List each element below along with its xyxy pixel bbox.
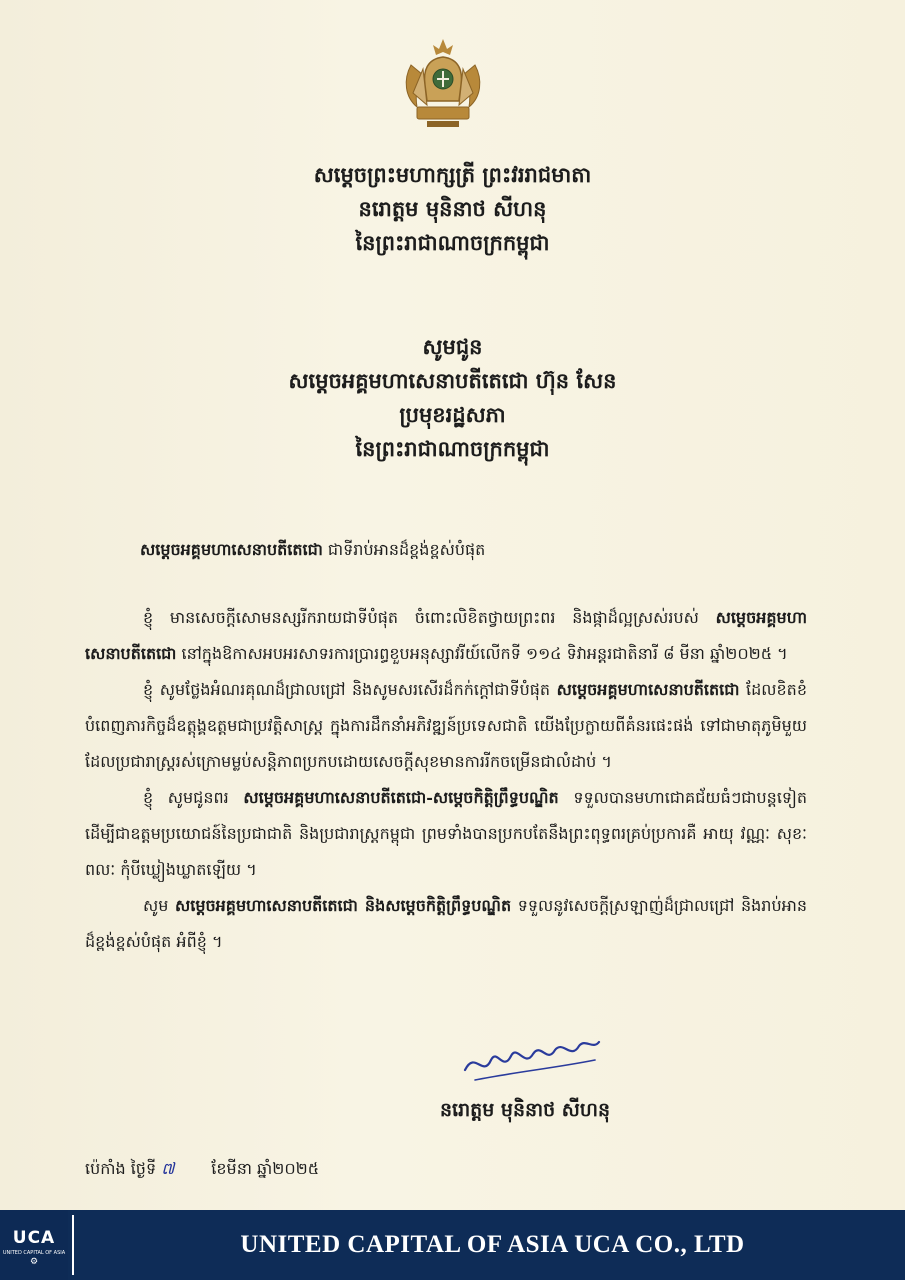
paragraph-4-bold-name: សម្តេចអគ្គមហាសេនាបតីតេជោ និងសម្តេចកិត្តិព្រឹទ្ធបណ្ឌិត: [175, 896, 512, 915]
company-name: UNITED CAPITAL OF ASIA UCA CO., LTD: [240, 1231, 745, 1258]
paragraph-4: [85, 888, 807, 960]
sender-name: នរោត្តម មុនិនាថ សីហនុ: [358, 196, 547, 221]
paragraph-3: [85, 780, 807, 888]
paragraph-1-bold-name: សម្តេចអគ្គមហាសេនាបតីតេជោ: [85, 608, 807, 663]
salutation-name: សម្តេចអគ្គមហាសេនាបតីតេជោ: [140, 540, 323, 559]
paragraph-1-text-a: ខ្ញុំ មានសេចក្តីសោមនស្សរីករាយជាទីបំផុត ចំពោះលិខិតថ្វាយព្រះពរ និងផ្កាដ៏ល្អស្រស់របស់: [143, 608, 716, 627]
paragraph-4-text-a: សូម: [143, 896, 176, 915]
letter-body: [85, 600, 807, 960]
addressee-country: នៃព្រះរាជាណាចក្រកម្ពុជា: [355, 436, 550, 461]
paragraph-1-text-c: នៅក្នុងឱកាសអបអរសាទរការប្រារព្ធខួបអនុស្សាវរីយ៍លើកទី ១១៤ ទិវាអន្តរជាតិនារី ៨ មីនា ឆ្នាំ២០២៥ ។: [176, 644, 788, 663]
paragraph-1: [85, 600, 807, 672]
sender-country: នៃព្រះរាជាណាចក្រកម្ពុជា: [355, 230, 550, 255]
paragraph-2-bold-name: សម្តេចអគ្គមហាសេនាបតីតេជោ: [556, 680, 740, 699]
sender-title-line-1: សម្តេចព្រះមហាក្សត្រី ព្រះវររាជមាតា: [313, 162, 592, 187]
salutation: [140, 538, 485, 562]
royal-coat-of-arms-emblem: [393, 35, 493, 135]
paragraph-2: [85, 672, 807, 780]
addressee-intro: សូមជូន: [422, 334, 483, 359]
date-prefix: ប៉េកាំង ថ្ងៃទី: [85, 1159, 157, 1178]
uca-logo-subtext: UNITED CAPITAL OF ASIA: [2, 1250, 66, 1256]
addressee-name: សម្តេចអគ្គមហាសេនាបតីតេជោ ហ៊ុន សែន: [288, 368, 617, 393]
gear-icon: ⚙: [29, 1257, 39, 1267]
paragraph-3-text-c: ទទួលបានមហាជោគជ័យធំៗជាបន្តទៀតដើម្បីជាឧត្តមប្រយោជន៍នៃប្រជាជាតិ និងប្រជារាស្ត្រកម្ពុជា ព្រមទាំងបានប្រកបតែនឹងព្រះពុទ្ធពរគ្រប់ប្រការគឺ អាយុ វណ្ណៈ សុខៈ ពលៈ កុំបីឃ្លៀងឃ្លាតឡើយ ។: [85, 788, 807, 879]
handwritten-signature: [455, 1020, 605, 1090]
footer-divider: [72, 1215, 74, 1275]
paragraph-3-bold-name: សម្តេចអគ្គមហាសេនាបតីតេជោ-សម្តេចកិត្តិព្រឹទ្ធបណ្ឌិត: [243, 788, 559, 807]
paragraph-2-text-a: ខ្ញុំ សូមថ្លែងអំណរគុណដ៏ជ្រាលជ្រៅ និងសូមសរសើរដ៏កក់ក្តៅជាទីបំផុត: [143, 680, 557, 699]
date-line: [85, 1158, 319, 1182]
paragraph-2-text-c: ដែលខិតខំបំពេញភារកិច្ចដ៏ឧត្តុង្គឧត្តមជាប្រវត្តិសាស្ត្រ ក្នុងការដឹកនាំអភិវឌ្ឍន៍ប្រទេសជាតិ យើងប្រែក្លាយពីគំនរផេះផង់ ទៅជាមាតុភូមិមួយដែលប្រជារាស្ត្ររស់ក្រោមម្លប់សន្តិភាពប្រកបដោយសេចក្តីសុខមានការរីកចម្រើនជាលំដាប់ ។: [85, 680, 807, 771]
salutation-rest: ជាទីរាប់អានដ៏ខ្ពង់ខ្ពស់បំផុត: [322, 540, 486, 559]
paragraph-4-text-c: ទទួលនូវសេចក្តីស្រឡាញ់ដ៏ជ្រាលជ្រៅ និងរាប់អានដ៏ខ្ពង់ខ្ពស់បំផុត អំពីខ្ញុំ ។: [85, 896, 807, 951]
uca-logo: [0, 1210, 68, 1280]
date-day-handwritten: ៧: [161, 1159, 175, 1178]
sender-title-block: [0, 158, 905, 260]
addressee-position: ប្រមុខរដ្ឋសភា: [399, 402, 506, 427]
signer-name: នរោត្តម មុនិនាថ សីហនុ: [440, 1099, 611, 1121]
footer-banner: [0, 1210, 905, 1280]
uca-logo-text: UCA: [12, 1228, 56, 1248]
date-suffix: ខែមីនា ឆ្នាំ២០២៥: [211, 1159, 320, 1178]
paragraph-3-text-a: ខ្ញុំ សូមជូនពរ: [143, 788, 244, 807]
addressee-block: [0, 330, 905, 466]
